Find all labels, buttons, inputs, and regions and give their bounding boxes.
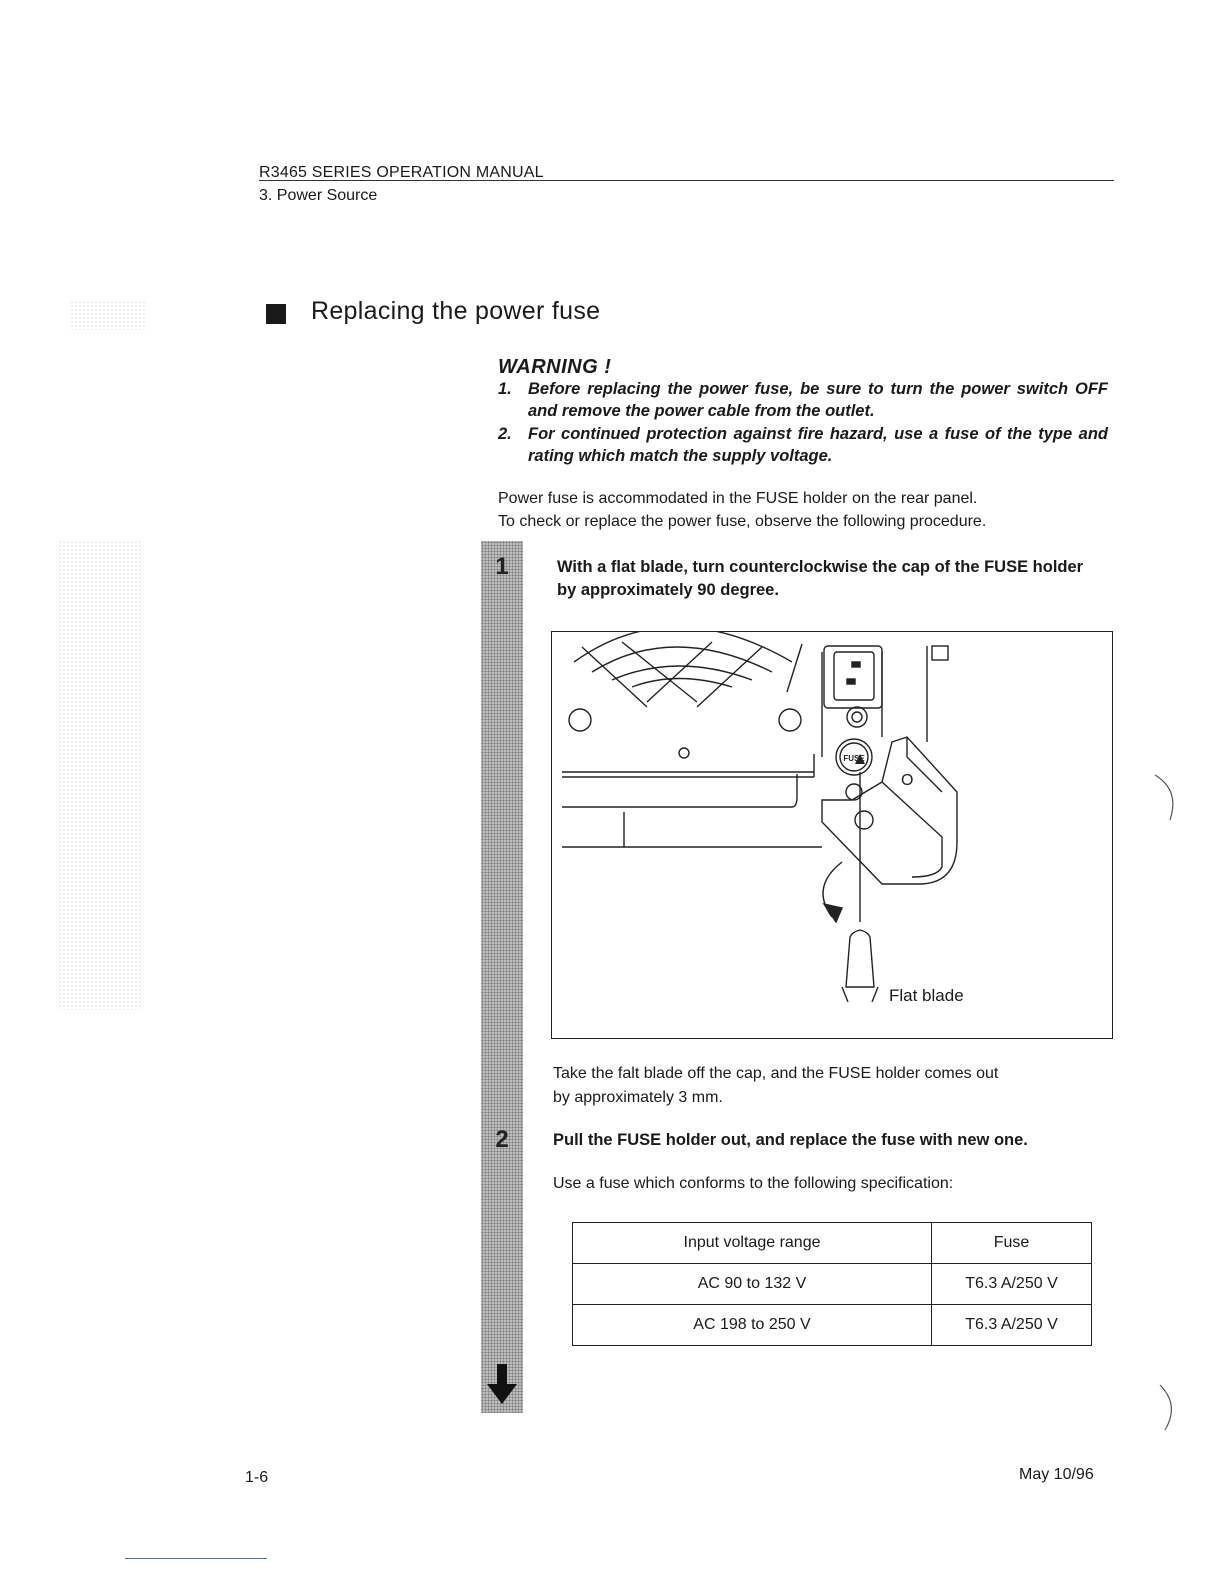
step-note: Use a fuse which conforms to the following specification: [553, 1175, 954, 1192]
table-cell: AC 90 to 132 V [573, 1264, 932, 1305]
step-note: Take the falt blade off the cap, and the FUSE holder comes out [553, 1065, 999, 1082]
scan-mark [1150, 1380, 1190, 1440]
square-bullet-icon [266, 304, 286, 324]
table-header: Input voltage range [573, 1223, 932, 1264]
scan-mark [1150, 770, 1190, 830]
fuse-cap-label: FUSE [843, 754, 865, 763]
table-cell: T6.3 A/250 V [932, 1264, 1092, 1305]
fuse-diagram-art [552, 632, 1113, 1039]
fuse-spec-table [572, 1222, 1092, 1346]
warning-item-text: Before replacing the power fuse, be sure to turn the power switch OFF and remove the power cable from the outlet. [528, 380, 1108, 420]
scan-edge-line [125, 1558, 267, 1559]
intro-line: To check or replace the power fuse, observe the following procedure. [498, 513, 987, 530]
table-header: Fuse [932, 1223, 1092, 1264]
table-cell: T6.3 A/250 V [932, 1305, 1092, 1346]
manual-title: R3465 SERIES OPERATION MANUAL [259, 164, 544, 181]
step-instruction: Pull the FUSE holder out, and replace the fuse with new one. [553, 1131, 1028, 1149]
page-number: 1-6 [245, 1469, 269, 1486]
warning-item [498, 423, 1108, 467]
step-number: 2 [495, 1126, 509, 1153]
step-instruction: With a flat blade, turn counterclockwise the cap of the FUSE holder by approximately 90 degree. [557, 558, 1084, 599]
intro-line: Power fuse is accommodated in the FUSE holder on the rear panel. [498, 490, 978, 507]
page-title: Replacing the power fuse [311, 297, 601, 325]
warning-item-number: 1. [498, 380, 512, 398]
down-arrow-icon [481, 1362, 523, 1407]
step-stripe [481, 541, 523, 1413]
flat-blade-label: Flat blade [889, 986, 964, 1005]
table-header-row [573, 1223, 1092, 1264]
section-title: 3. Power Source [259, 187, 378, 204]
header-rule [259, 180, 1114, 181]
fuse-diagram [551, 631, 1113, 1039]
step-note: by approximately 3 mm. [553, 1089, 723, 1106]
warning-item [498, 378, 1108, 422]
table-row [573, 1305, 1092, 1346]
warning-item-number: 2. [498, 425, 512, 443]
connector-mark: O [901, 772, 914, 789]
scan-noise [70, 300, 145, 330]
table-row [573, 1264, 1092, 1305]
table-cell: AC 198 to 250 V [573, 1305, 932, 1346]
warning-heading: WARNING ! [498, 356, 612, 378]
step-number: 1 [495, 553, 509, 580]
scan-noise [58, 540, 143, 1010]
warning-item-text: For continued protection against fire hazard, use a fuse of the type and rating which match the supply voltage. [528, 425, 1108, 465]
revision-date: May 10/96 [1019, 1466, 1094, 1483]
